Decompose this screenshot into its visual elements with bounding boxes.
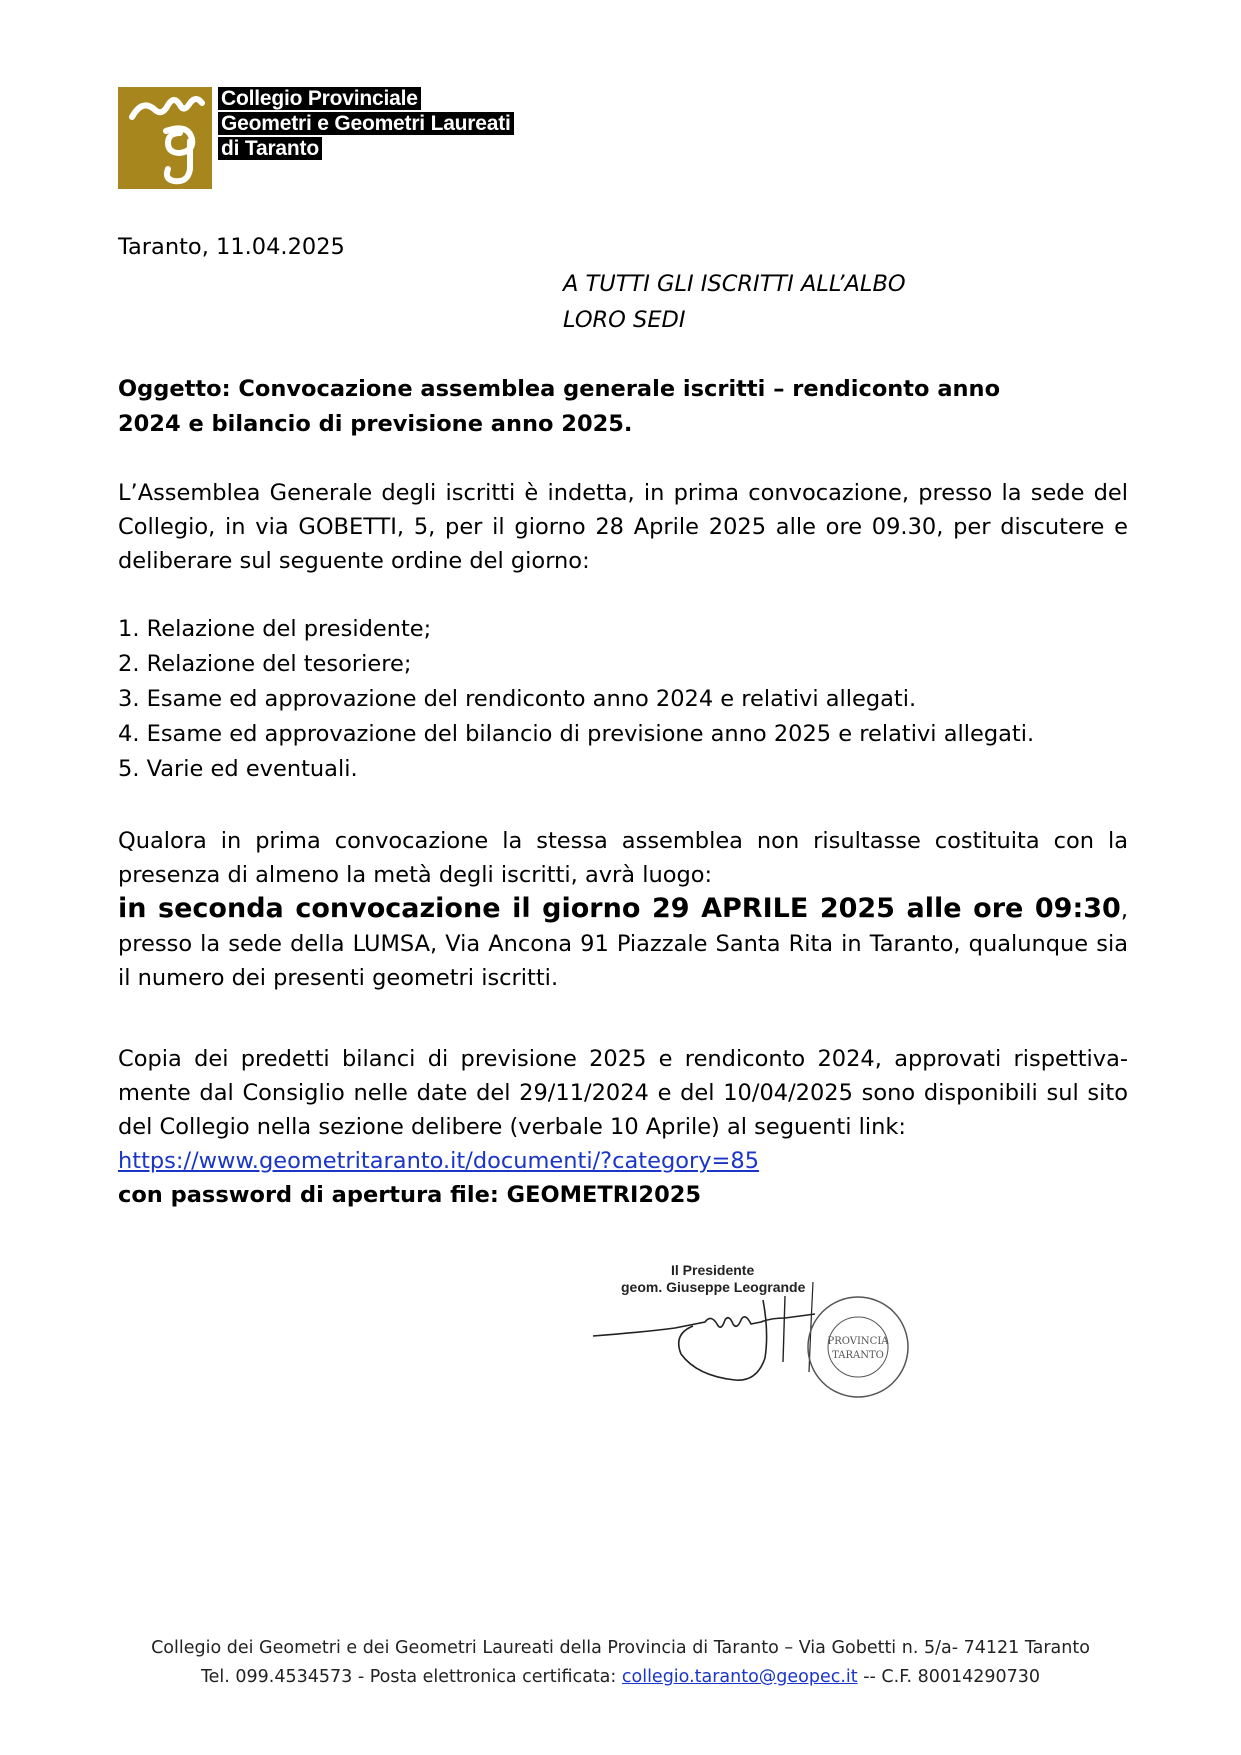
agenda-item: 2. Relazione del tesoriere; [118, 651, 412, 677]
password-line: con password di apertura file: GEOMETRI2025 [118, 1182, 702, 1208]
recipients [563, 266, 906, 338]
second-call-location: , presso la sede della LUMSA, Via Ancona 91 Piazzale Santa Rita in Taranto, qualunque sia il numero dei presenti geometri iscritti. [118, 897, 1128, 991]
letter-subject: Oggetto: Convocazione assemblea generale iscritti – rendiconto anno 2024 e bilancio di previsione anno 2025. [118, 376, 1001, 437]
agenda-item: 3. Esame ed approvazione del rendiconto anno 2024 e relativi allegati. [118, 686, 917, 712]
recipient-line-2: LORO SEDI [563, 307, 686, 333]
logo-line-1: Collegio Provinciale [218, 87, 421, 110]
second-call-intro: Qualora in prima convocazione la stessa assemblea non risultasse costituita con la presenza di almeno la metà degli iscritti, avrà luogo: [118, 828, 1128, 888]
second-call-paragraph [118, 824, 1128, 995]
logo-line-3: di Taranto [218, 137, 322, 160]
agenda-item: 4. Esame ed approvazione del bilancio di previsione anno 2025 e relativi allegati. [118, 721, 1035, 747]
logo-mark [118, 87, 212, 189]
second-call-date: in seconda convocazione il giorno 29 APRILE 2025 alle ore 09:30 [118, 893, 1121, 924]
footer-address: Collegio dei Geometri e dei Geometri Laureati della Provincia di Taranto – Via Gobetti n. 5/a- 74121 Taranto [151, 1638, 1090, 1658]
footer-email-link[interactable]: collegio.taranto@geopec.it [621, 1667, 858, 1687]
footer-phone: Tel. 099.4534573 - Posta elettronica certificata: [200, 1667, 622, 1687]
signature-block [585, 1262, 925, 1412]
signature-name: geom. Giuseppe Leogrande [621, 1279, 806, 1295]
intro-paragraph: L’Assemblea Generale degli iscritti è indetta, in prima convocazione, presso la sede del Collegio, in via GOBETTI, 5, per il giorno 28 Aprile 2025 alle ore 09.30, per discutere e deliberare sul seguente ordine del giorno: [118, 480, 1128, 574]
copies-text: Copia dei predetti bilanci di previsione 2025 e rendiconto 2024, approvati rispettiva-mente dal Consiglio nelle date del 29/11/2024 e del 10/04/2025 sono disponibili sul sito del Collegio nella sezione delibere (verbale 10 Aprile) al seguenti link: [118, 1046, 1128, 1140]
stamp-text-2: TARANTO [832, 1350, 884, 1361]
footer-contacts [0, 1662, 1241, 1692]
agenda-item: 1. Relazione del presidente; [118, 616, 432, 642]
agenda-item: 5. Varie ed eventuali. [118, 756, 358, 782]
logo-text [218, 87, 514, 162]
agenda-list [118, 612, 1034, 787]
college-logo [118, 87, 514, 189]
signature-title: Il Presidente [671, 1262, 755, 1278]
official-stamp [803, 1292, 913, 1402]
letter-date: Taranto, 11.04.2025 [118, 234, 345, 260]
documents-link[interactable]: https://www.geometritaranto.it/documenti/?category=85 [118, 1148, 760, 1174]
stamp-text-1: PROVINCIA [827, 1336, 889, 1347]
footer-tax-code: -- C.F. 80014290730 [857, 1667, 1041, 1687]
recipient-line-1: A TUTTI GLI ISCRITTI ALL’ALBO [563, 271, 906, 297]
copies-paragraph [118, 1042, 1128, 1212]
logo-line-2: Geometri e Geometri Laureati [218, 112, 514, 135]
